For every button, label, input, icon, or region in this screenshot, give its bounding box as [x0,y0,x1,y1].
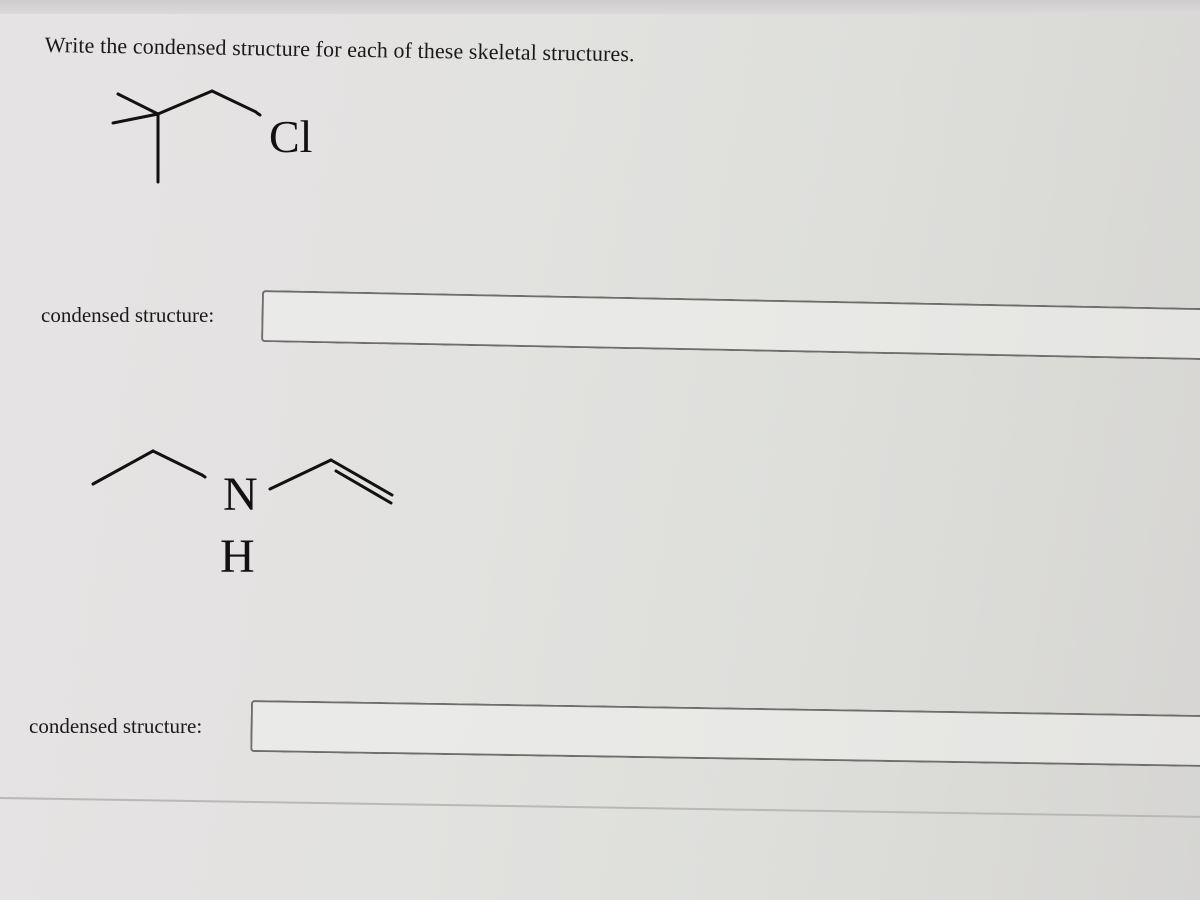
double-bond-line-1 [331,460,392,495]
atom-label-nitrogen: N [223,468,258,521]
question-prompt: Write the condensed structure for each of these skeletal structures. [44,32,635,67]
bond [212,91,256,112]
condensed-structure-input-2[interactable] [250,700,1200,767]
skeletal-structure-1 [100,80,360,190]
atom-label-chlorine: Cl [269,111,313,162]
section-divider [0,797,1200,818]
answer-label-1: condensed structure: [41,303,215,327]
bond [158,91,212,114]
bond [93,451,153,484]
atom-label-hydrogen: H [220,530,255,583]
bond [270,460,331,489]
window-top-edge [0,0,1200,14]
bond [257,113,260,115]
bond [202,475,205,477]
bond [113,114,158,123]
bond [118,94,158,114]
skeletal-structure-2 [85,440,405,590]
bond [153,451,202,475]
answer-label-2: condensed structure: [29,714,203,738]
condensed-structure-input-1[interactable] [261,290,1200,360]
double-bond-line-2 [336,471,391,503]
